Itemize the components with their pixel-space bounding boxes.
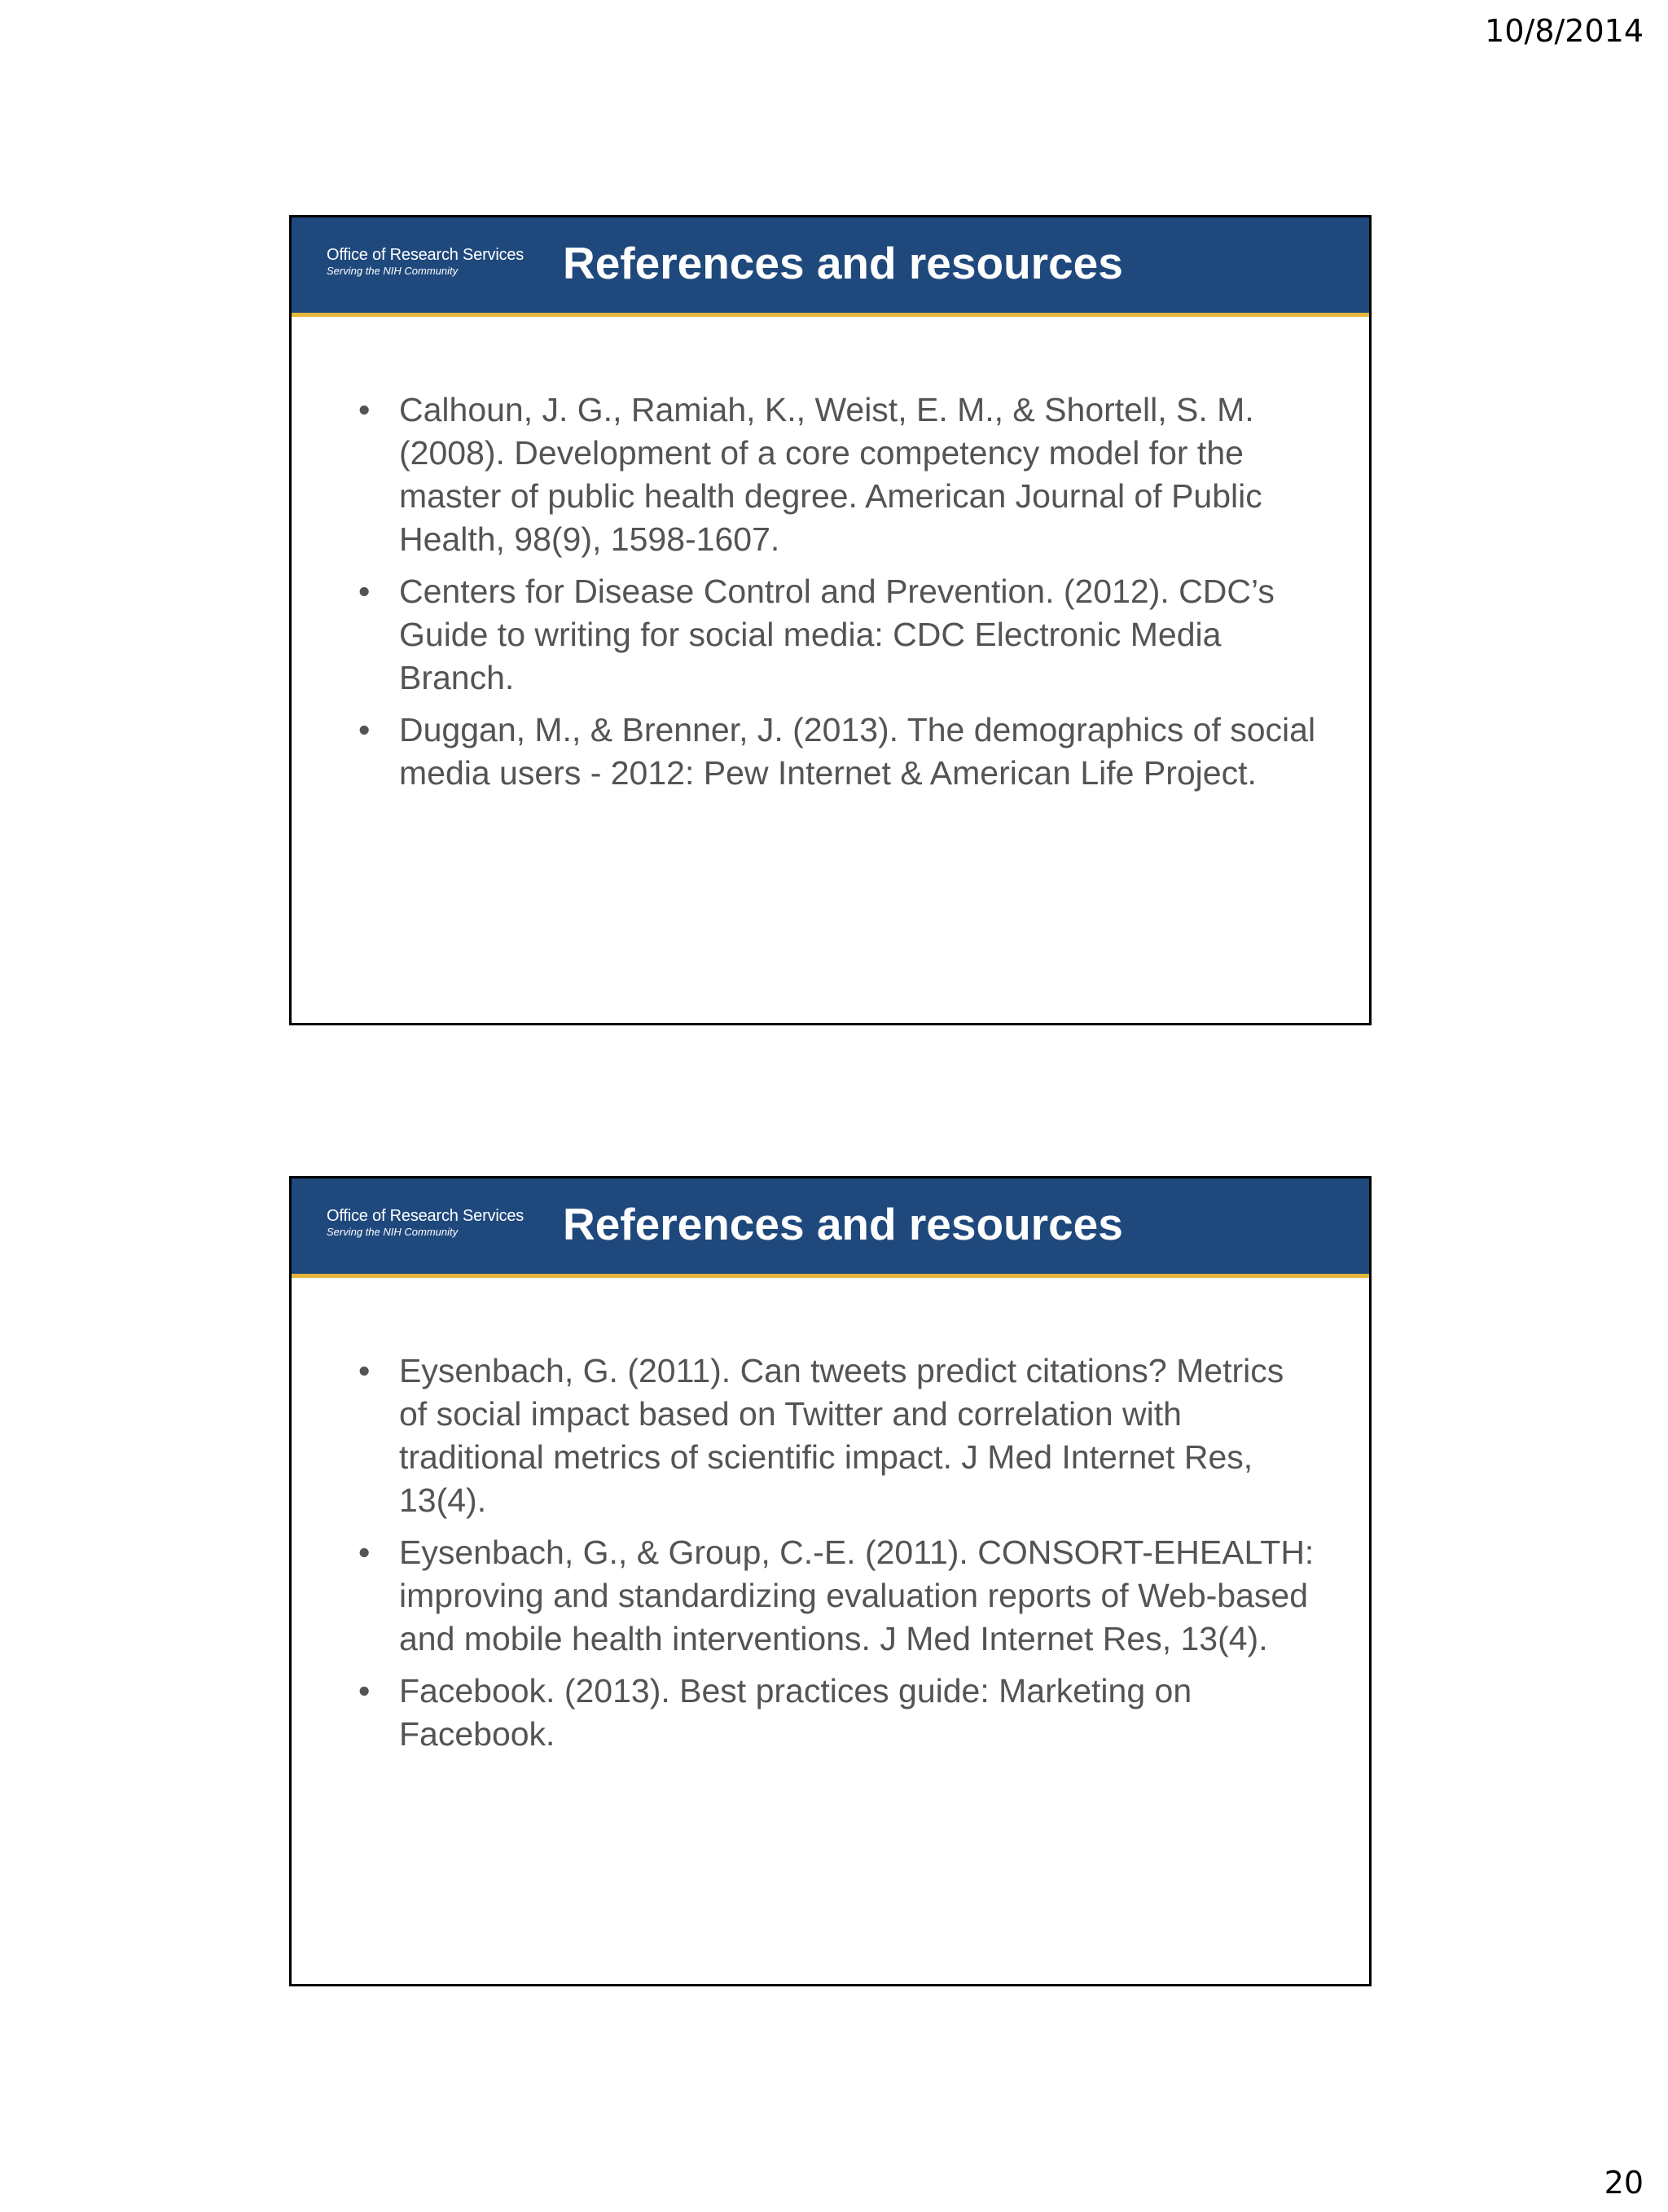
bullet-icon: • [358, 1352, 371, 1389]
reference-item [358, 570, 1319, 700]
bullet-icon: • [358, 711, 371, 748]
org-logo [327, 247, 524, 276]
slide-header [292, 1178, 1369, 1278]
reference-list [358, 1350, 1319, 1765]
bullet-icon: • [358, 1672, 371, 1709]
reference-text: Eysenbach, G. (2011). Can tweets predict citations? Metrics of social impact based on Twitter and correlation with traditional metrics of scientific impact. J Med Internet Res, 13(4). [399, 1352, 1284, 1519]
page-number: 20 [1604, 2165, 1644, 2201]
bullet-icon: • [358, 573, 371, 610]
reference-text: Facebook. (2013). Best practices guide: Marketing on Facebook. [399, 1672, 1192, 1753]
reference-text: Centers for Disease Control and Prevention. (2012). CDC’s Guide to writing for social media: CDC Electronic Media Branch. [399, 573, 1275, 696]
slide-title: References and resources [563, 1199, 1123, 1249]
reference-item [358, 388, 1319, 561]
reference-list [358, 388, 1319, 804]
slide-1 [289, 215, 1372, 1025]
reference-item [358, 1350, 1319, 1522]
slide-title: References and resources [563, 238, 1123, 288]
reference-text: Calhoun, J. G., Ramiah, K., Weist, E. M., & Shortell, S. M. (2008). Development of a core competency model for the master of public health degree. American Journal of Public Health, 98(9), 1598-1607. [399, 391, 1262, 558]
slide-header [292, 217, 1369, 317]
bullet-icon: • [358, 1534, 371, 1571]
org-name: Office of Research Services [327, 246, 525, 264]
reference-item [358, 709, 1319, 795]
bullet-icon: • [358, 391, 371, 428]
org-logo [327, 1208, 524, 1237]
org-name: Office of Research Services [327, 1207, 525, 1225]
org-tagline: Serving the NIH Community [327, 265, 459, 277]
reference-text: Duggan, M., & Brenner, J. (2013). The demographics of social media users - 2012: Pew Internet & American Life Project. [399, 711, 1316, 792]
reference-text: Eysenbach, G., & Group, C.-E. (2011). CONSORT-EHEALTH: improving and standardizing evaluation reports of Web-based and mobile health interventions. J Med Internet Res, 13(4). [399, 1534, 1315, 1657]
reference-item [358, 1670, 1319, 1756]
reference-item [358, 1531, 1319, 1661]
slide-2 [289, 1176, 1372, 1986]
page-date: 10/8/2014 [1485, 13, 1644, 49]
org-tagline: Serving the NIH Community [327, 1226, 459, 1238]
